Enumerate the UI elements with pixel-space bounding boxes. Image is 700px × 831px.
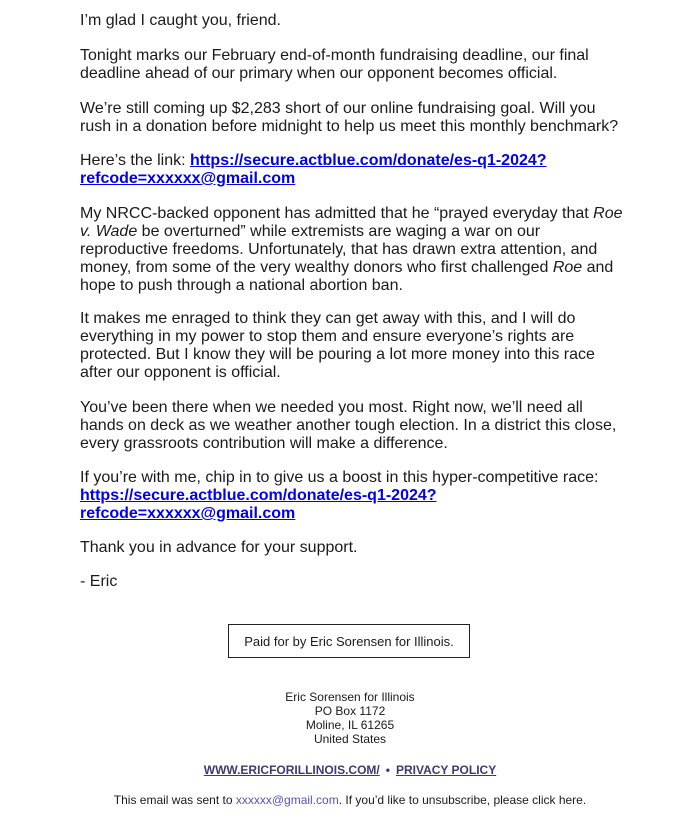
donate-link-2[interactable]: https://secure.actblue.com/donate/es-q1-2024?refcode=xxxxxx@gmail.com [80,487,437,522]
link-intro: Here’s the link: [80,152,190,169]
sent-prefix: This email was sent to [113,793,236,807]
footer-separator: • [385,763,390,777]
roe-v-wade: Roe v. Wade [80,205,623,240]
signoff: - Eric [80,573,118,590]
donate-link-1[interactable]: https://secure.actblue.com/donate/es-q1-2024?refcode=xxxxxx@gmail.com [80,152,547,187]
paragraph-been-there: You’ve been there when we needed you most. Right now, we’ll need all hands on deck as we weather another tough election. In a district this close, every grassroots contribution will make a difference. [80,399,617,452]
website-link[interactable]: WWW.ERICFORILLINOIS.COM/ [203,763,380,777]
unsubscribe-notice [0,793,700,807]
roe: Roe [552,259,583,276]
paragraph-chip-in [80,469,625,523]
recipient-email-link[interactable]: xxxxxx@gmail.com [235,793,339,807]
paragraph-opponent [80,205,625,295]
thanks: Thank you in advance for your support. [80,539,358,556]
paragraph-short-of-goal: We’re still coming up $2,283 short of our online fundraising goal. Will you rush in a donation before midnight to help us meet this monthly benchmark? [80,100,619,135]
address-city: Moline, IL 61265 [305,718,395,732]
opponent-text-2: be overturned” while extremists are waging a war on our reproductive freedoms. Unfortunately, that has drawn extra attention, and money, from some of the very wealthy donors who first challenged [80,223,598,276]
footer-links [0,763,700,777]
unsubscribe-text[interactable]: . If you’d like to unsubscribe, please click here. [338,793,587,807]
opponent-text-1: My NRCC-backed opponent has admitted that he “prayed everyday that [80,205,594,222]
chip-intro: If you’re with me, chip in to give us a boost in this hyper-competitive race: [80,469,599,486]
address-po-box: PO Box 1172 [314,704,386,718]
greeting: I’m glad I caught you, friend. [80,12,281,29]
mailing-address [0,690,700,746]
paragraph-link [80,152,625,188]
opponent-text-3: and hope to push through a national abortion ban. [80,259,614,294]
paid-for-disclaimer: Paid for by Eric Sorensen for Illinois. [228,624,470,658]
address-country: United States [313,732,387,746]
paragraph-enraged: It makes me enraged to think they can get away with this, and I will do everything in my power to stop them and ensure everyone’s rights are protected. But I know they will be pouring a lot more money into this race after our opponent is official. [80,310,595,381]
address-name: Eric Sorensen for Illinois [285,690,415,704]
privacy-policy-link[interactable]: PRIVACY POLICY [395,763,497,777]
paragraph-deadline: Tonight marks our February end-of-month fundraising deadline, our final deadline ahead of our primary when our opponent becomes official. [80,47,589,82]
